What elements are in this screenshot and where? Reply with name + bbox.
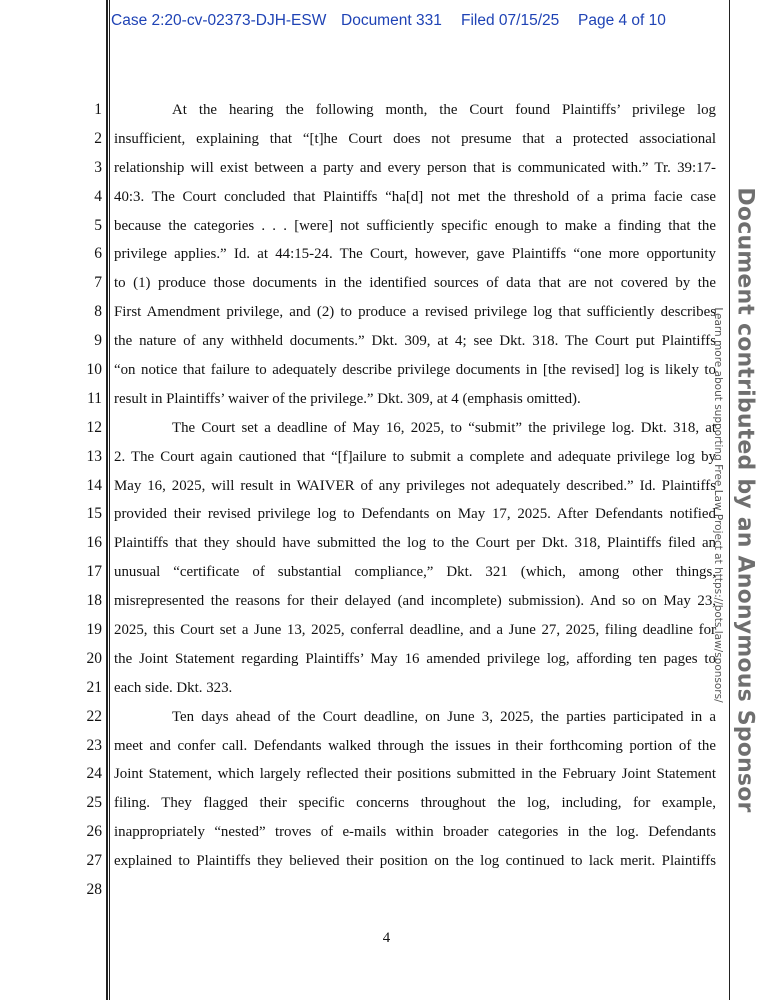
line-number: 18 [86,592,102,610]
body-line: to (1) produce those documents in the identified sources of data that are not covered by the [114,275,716,292]
body-line: misrepresented the reasons for their delayed (and incomplete) submission). And so on May 23, [114,593,716,610]
line-number: 1 [94,101,102,118]
body-line: The Court set a deadline of May 16, 2025, to “submit” the privilege log. Dkt. 318, at [172,419,716,436]
body-line: Ten days ahead of the Court deadline, on June 3, 2025, the parties participated in a [172,708,716,725]
left-margin-rule-inner [109,0,110,1000]
body-line: explained to Plaintiffs they believed their position on the log continued to lack merit. Plaintiffs [114,853,716,870]
line-number: 27 [86,852,102,870]
body-line: unusual “certificate of substantial compliance,” Dkt. 321 (which, among other things, [114,564,716,581]
line-number: 26 [86,823,102,841]
line-number: 15 [86,505,102,523]
line-number: 20 [86,649,102,667]
line-number: 28 [86,881,102,899]
body-line: First Amendment privilege, and (2) to produce a revised privilege log that sufficiently describes [114,304,716,321]
line-number: 2 [94,129,102,147]
body-line: because the categories . . . [were] not sufficiently specific enough to make a finding that the [114,217,716,234]
line-number: 17 [86,563,102,581]
page-of: Page 4 of 10 [578,12,666,29]
line-number: 10 [86,361,102,379]
line-number: 3 [94,158,102,176]
line-number: 9 [94,332,102,350]
body-line: relationship will exist between a party and every person that is communicated with.” Tr. 39:17- [114,159,716,176]
body-line: insufficient, explaining that “[t]he Court does not presume that a protected associational [114,130,716,147]
body-line: May 16, 2025, will result in WAIVER of any privileges not adequately described.” Id. Plaintiffs [114,477,716,494]
line-number: 16 [86,534,102,552]
line-number: 21 [86,678,102,696]
case-header [111,12,711,36]
body-line: 40:3. The Court concluded that Plaintiffs “ha[d] not met the threshold of a prima facie case [114,188,716,205]
body-line: privilege applies.” Id. at 44:15-24. The Court, however, gave Plaintiffs “one more opportunity [114,246,716,263]
document-number: Document 331 [341,12,442,29]
line-number: 19 [86,621,102,639]
line-number: 13 [86,447,102,465]
line-number: 22 [86,707,102,725]
right-margin-rule [729,0,730,1000]
body-line: each side. Dkt. 323. [114,679,233,696]
sponsor-link-text: Learn more about supporting Free Law Project at https://bots.law/sponsors/ [712,307,724,703]
line-numbers [72,96,102,905]
body-line: At the hearing the following month, the Court found Plaintiffs’ privilege log [172,102,716,118]
body-line: the nature of any withheld documents.” Dkt. 309, at 4; see Dkt. 318. The Court put Plaintiffs [114,333,716,350]
line-number: 24 [86,765,102,783]
line-number: 7 [94,274,102,292]
line-number: 5 [94,216,102,234]
line-number: 25 [86,794,102,812]
document-body [114,96,716,876]
line-number: 4 [94,187,102,205]
line-number: 8 [94,303,102,321]
line-number: 12 [86,418,102,436]
filed-date: Filed 07/15/25 [461,12,560,29]
case-number: Case 2:20-cv-02373-DJH-ESW [111,12,327,29]
body-line: provided their revised privilege log to Defendants on May 17, 2025. After Defendants notified [114,506,716,523]
page-number: 4 [382,930,391,946]
line-number: 11 [87,389,102,407]
sponsor-watermark-text: Document contributed by an Anonymous Sponsor [732,187,758,813]
line-number: 23 [86,736,102,754]
line-number: 6 [94,245,102,263]
body-line: Joint Statement, which largely reflected their positions submitted in the February Joint Statement [114,766,716,783]
line-number: 14 [86,476,102,494]
body-line: the Joint Statement regarding Plaintiffs’ May 16 amended privilege log, affording ten pages to [114,650,716,667]
body-line: filing. They flagged their specific concerns throughout the log, including, for example, [114,795,716,812]
body-line: 2025, this Court set a June 13, 2025, conferral deadline, and a June 27, 2025, filing deadline for [114,622,716,639]
left-margin-rule [106,0,108,1000]
body-line: 2. The Court again cautioned that “[f]ailure to submit a complete and adequate privilege log by [114,448,716,465]
body-line: Plaintiffs that they should have submitted the log to the Court per Dkt. 318, Plaintiffs filed an [114,535,716,552]
body-line: result in Plaintiffs’ waiver of the privilege.” Dkt. 309, at 4 (emphasis omitted). [114,390,581,407]
body-line: inappropriately “nested” troves of e-mails within broader categories in the log. Defendants [114,824,716,841]
body-line: meet and confer call. Defendants walked through the issues in their forthcoming portion of the [114,737,716,754]
body-line: “on notice that failure to adequately describe privilege documents in [the revised] log is likely to [114,362,716,379]
